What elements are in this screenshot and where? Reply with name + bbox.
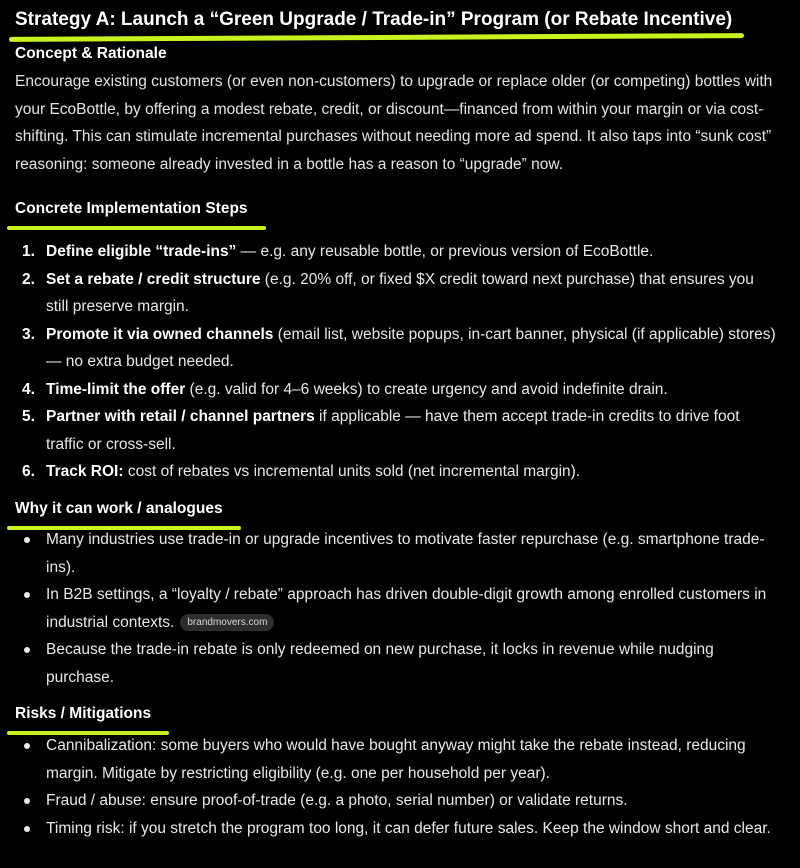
bullet-icon bbox=[24, 647, 30, 653]
source-chip[interactable]: brandmovers.com bbox=[180, 614, 274, 631]
step-item: 2. Set a rebate / credit structure (e.g. 20% off, or fixed $X credit toward next purchase) that ensures you still preserve margin. bbox=[22, 270, 754, 315]
list-item: Cannibalization: some buyers who would have bought anyway might take the rebate instead, reducing margin. Mitigate by restricting eligibility (e.g. one per household per year). bbox=[0, 732, 800, 787]
step-item: 5. Partner with retail / channel partners if applicable — have them accept trade-in credits to drive foot traffic or cross-sell. bbox=[22, 408, 740, 453]
page-title bbox=[15, 6, 732, 34]
bullet-icon bbox=[24, 592, 30, 598]
list-item: Because the trade-in rebate is only redeemed on new purchase, it locks in revenue while nudging purchase. bbox=[0, 636, 800, 691]
step-bold: Track ROI: bbox=[46, 463, 124, 480]
bullet-icon bbox=[24, 798, 30, 804]
why-heading bbox=[15, 495, 223, 523]
step-item: 6. Track ROI: cost of rebates vs incremental units sold (net incremental margin). bbox=[22, 463, 581, 480]
list-item: Timing risk: if you stretch the program too long, it can defer future sales. Keep the window short and clear. bbox=[0, 815, 800, 843]
title-highlight bbox=[15, 6, 732, 34]
risks-heading bbox=[15, 700, 151, 728]
concept-paragraph: Encourage existing customers (or even non-customers) to upgrade or replace older (or competing) bottles with your EcoBottle, by offering a modest rebate, credit, or discount—financed from within your margin or via cost-shifting. This can stimulate incremental purchases without needing more ad spend. It also taps into “sunk cost” reasoning: someone already invested in a bottle has a reason to “upgrade” now. bbox=[15, 73, 773, 173]
implementation-steps-list bbox=[0, 238, 800, 486]
risks-heading-text: Risks / Mitigations bbox=[15, 705, 152, 722]
step-text: (email list, website popups, in-cart banner, physical (if applicable) stores) — no extra budget needed. bbox=[46, 325, 776, 370]
step-item: 4. Time-limit the offer (e.g. valid for 4–6 weeks) to create urgency and avoid indefinite drain. bbox=[22, 380, 668, 398]
title-text: Strategy A: Launch a “Green Upgrade / Trade-in” Program (or Rebate Incentive) bbox=[15, 9, 733, 30]
step-text: (e.g. 20% off, or fixed $X credit toward next purchase) that ensures you still preserve margin. bbox=[46, 270, 754, 315]
list-item: In B2B settings, a “loyalty / rebate” approach has driven double-digit growth among enrolled customers in industrial contexts. brandmovers.com bbox=[0, 581, 800, 636]
bullet-icon bbox=[24, 826, 30, 832]
step-text: if applicable — have them accept trade-in credits to drive foot traffic or cross-sell. bbox=[46, 408, 740, 453]
step-bold: Promote it via owned channels bbox=[46, 325, 274, 343]
step-text: — e.g. any reusable bottle, or previous version of EcoBottle. bbox=[236, 243, 654, 260]
why-heading-text: Why it can work / analogues bbox=[15, 500, 223, 517]
step-bold: Define eligible “trade-ins” bbox=[46, 243, 237, 260]
risks-list bbox=[0, 732, 800, 842]
step-item: 1. Define eligible “trade-ins” — e.g. any reusable bottle, or previous version of EcoBottle. bbox=[22, 243, 654, 260]
step-text: (e.g. valid for 4–6 weeks) to create urgency and avoid indefinite drain. bbox=[185, 380, 668, 398]
steps-heading bbox=[15, 195, 248, 223]
list-item: Fraud / abuse: ensure proof-of-trade (e.g. a photo, serial number) or validate returns. bbox=[0, 787, 800, 815]
step-text: cost of rebates vs incremental units sold (net incremental margin). bbox=[123, 463, 581, 480]
why-list bbox=[0, 526, 800, 691]
step-bold: Partner with retail / channel partners bbox=[46, 408, 315, 425]
steps-heading-text: Concrete Implementation Steps bbox=[15, 200, 248, 217]
step-item: 3. Promote it via owned channels (email list, website popups, in-cart banner, physical (if applicable) stores) — no extra budget needed. bbox=[22, 325, 776, 370]
bullet-icon bbox=[24, 743, 30, 749]
concept-heading: Concept & Rationale bbox=[15, 45, 167, 62]
bullet-icon bbox=[24, 537, 30, 543]
list-item: Many industries use trade-in or upgrade incentives to motivate faster repurchase (e.g. smartphone trade-ins). bbox=[0, 526, 800, 581]
step-bold: Time-limit the offer bbox=[46, 380, 186, 398]
steps-underline bbox=[7, 226, 266, 230]
step-bold: Set a rebate / credit structure bbox=[46, 270, 261, 288]
